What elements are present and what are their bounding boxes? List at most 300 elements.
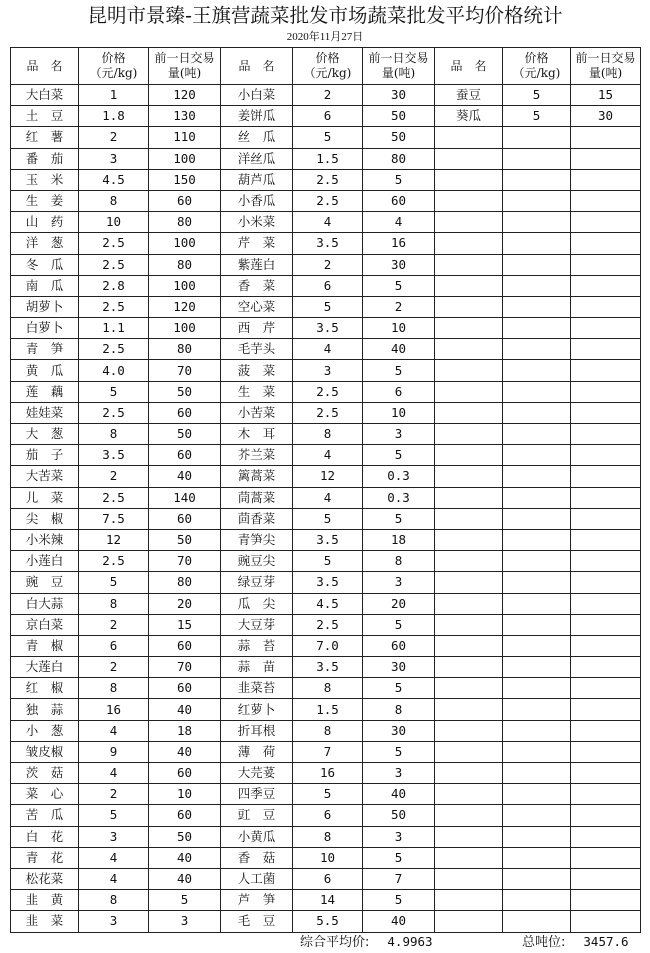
price-table <box>10 47 641 933</box>
cell-volume-3 <box>571 339 641 360</box>
cell-volume-1: 110 <box>149 127 221 148</box>
cell-volume-2: 8 <box>363 699 435 720</box>
table-row <box>11 466 641 487</box>
cell-price-2: 8 <box>293 424 363 445</box>
cell-volume-2: 60 <box>363 190 435 211</box>
table-row <box>11 720 641 741</box>
cell-price-1: 9 <box>79 741 149 762</box>
cell-name-2: 篱蒿菜 <box>221 466 293 487</box>
cell-volume-3: 15 <box>571 85 641 106</box>
cell-price-3 <box>503 635 571 656</box>
cell-price-1: 2.5 <box>79 402 149 423</box>
cell-name-2: 姜饼瓜 <box>221 106 293 127</box>
table-body <box>11 85 641 933</box>
header-price-2: 价格（元/kg) <box>293 48 363 85</box>
cell-volume-3 <box>571 233 641 254</box>
cell-price-1: 2 <box>79 784 149 805</box>
cell-price-1: 12 <box>79 529 149 550</box>
cell-volume-2: 3 <box>363 763 435 784</box>
cell-price-1: 2.8 <box>79 275 149 296</box>
cell-price-3 <box>503 360 571 381</box>
cell-volume-3 <box>571 445 641 466</box>
table-row <box>11 593 641 614</box>
cell-volume-1: 10 <box>149 784 221 805</box>
cell-price-3 <box>503 169 571 190</box>
cell-name-1: 青 椒 <box>11 635 79 656</box>
table-row <box>11 148 641 169</box>
cell-price-2: 3.5 <box>293 529 363 550</box>
cell-name-3 <box>435 678 503 699</box>
cell-name-3 <box>435 275 503 296</box>
cell-price-1: 8 <box>79 190 149 211</box>
cell-price-1: 4 <box>79 847 149 868</box>
cell-name-1: 松花菜 <box>11 868 79 889</box>
cell-price-2: 3.5 <box>293 318 363 339</box>
cell-price-3 <box>503 339 571 360</box>
table-row <box>11 784 641 805</box>
cell-name-3 <box>435 254 503 275</box>
cell-name-1: 京白菜 <box>11 614 79 635</box>
cell-price-2: 5 <box>293 508 363 529</box>
table-row <box>11 508 641 529</box>
cell-price-3 <box>503 678 571 699</box>
cell-price-3 <box>503 445 571 466</box>
cell-name-2: 豌豆尖 <box>221 551 293 572</box>
cell-name-1: 韭 黄 <box>11 890 79 911</box>
cell-name-2: 大芫荽 <box>221 763 293 784</box>
cell-name-1: 小莲白 <box>11 551 79 572</box>
cell-volume-2: 10 <box>363 402 435 423</box>
cell-price-2: 2 <box>293 254 363 275</box>
cell-volume-1: 80 <box>149 212 221 233</box>
cell-price-3: 5 <box>503 106 571 127</box>
cell-name-1: 山 药 <box>11 212 79 233</box>
cell-price-1: 2.5 <box>79 233 149 254</box>
cell-volume-2: 30 <box>363 657 435 678</box>
cell-price-2: 4 <box>293 487 363 508</box>
cell-name-1: 玉 米 <box>11 169 79 190</box>
cell-name-1: 大苦菜 <box>11 466 79 487</box>
cell-price-3 <box>503 699 571 720</box>
cell-volume-1: 18 <box>149 720 221 741</box>
cell-price-3 <box>503 381 571 402</box>
cell-volume-1: 20 <box>149 593 221 614</box>
cell-volume-1: 100 <box>149 318 221 339</box>
cell-name-2: 绿豆芽 <box>221 572 293 593</box>
cell-volume-3 <box>571 148 641 169</box>
cell-name-3 <box>435 890 503 911</box>
cell-name-3 <box>435 339 503 360</box>
cell-name-1: 大白菜 <box>11 85 79 106</box>
cell-price-3 <box>503 826 571 847</box>
cell-volume-3 <box>571 720 641 741</box>
cell-name-1: 娃娃菜 <box>11 402 79 423</box>
cell-name-2: 洋丝瓜 <box>221 148 293 169</box>
table-row <box>11 254 641 275</box>
cell-name-2: 香 菇 <box>221 847 293 868</box>
cell-price-3 <box>503 784 571 805</box>
cell-name-3 <box>435 487 503 508</box>
cell-price-1: 8 <box>79 890 149 911</box>
cell-name-3 <box>435 233 503 254</box>
cell-price-1: 4.5 <box>79 169 149 190</box>
table-row <box>11 657 641 678</box>
cell-volume-1: 100 <box>149 233 221 254</box>
cell-name-1: 茄 子 <box>11 445 79 466</box>
header-price-1: 价格（元/kg) <box>79 48 149 85</box>
cell-price-3 <box>503 593 571 614</box>
total-tonnage-label: 总吨位: <box>522 935 566 950</box>
table-row <box>11 360 641 381</box>
cell-price-2: 5 <box>293 551 363 572</box>
cell-volume-1: 60 <box>149 763 221 784</box>
cell-name-3 <box>435 805 503 826</box>
cell-price-1: 4 <box>79 763 149 784</box>
table-row <box>11 190 641 211</box>
cell-name-2: 木 耳 <box>221 424 293 445</box>
cell-volume-1: 15 <box>149 614 221 635</box>
table-row <box>11 127 641 148</box>
cell-name-1: 苦 瓜 <box>11 805 79 826</box>
cell-price-3 <box>503 275 571 296</box>
cell-price-2: 6 <box>293 868 363 889</box>
cell-name-3 <box>435 784 503 805</box>
cell-price-2: 6 <box>293 106 363 127</box>
cell-name-2: 红萝卜 <box>221 699 293 720</box>
cell-volume-2: 5 <box>363 508 435 529</box>
cell-volume-2: 30 <box>363 254 435 275</box>
cell-price-2: 2 <box>293 85 363 106</box>
cell-price-2: 12 <box>293 466 363 487</box>
header-volume-3: 前一日交易量(吨) <box>571 48 641 85</box>
cell-volume-3 <box>571 487 641 508</box>
cell-price-2: 2.5 <box>293 614 363 635</box>
header-price-3: 价格（元/kg) <box>503 48 571 85</box>
cell-volume-1: 50 <box>149 826 221 847</box>
cell-name-2: 韭菜苔 <box>221 678 293 699</box>
cell-price-2: 5 <box>293 127 363 148</box>
cell-volume-2: 5 <box>363 360 435 381</box>
table-row <box>11 890 641 911</box>
table-row <box>11 635 641 656</box>
cell-name-1: 南 瓜 <box>11 275 79 296</box>
cell-name-1: 红 薯 <box>11 127 79 148</box>
cell-volume-1: 3 <box>149 911 221 932</box>
cell-name-2: 芹 菜 <box>221 233 293 254</box>
table-row <box>11 614 641 635</box>
cell-price-2: 7.0 <box>293 635 363 656</box>
cell-price-2: 2.5 <box>293 169 363 190</box>
cell-name-3 <box>435 402 503 423</box>
cell-price-1: 5 <box>79 572 149 593</box>
cell-price-3 <box>503 190 571 211</box>
cell-volume-2: 3 <box>363 572 435 593</box>
header-volume-2: 前一日交易量(吨) <box>363 48 435 85</box>
cell-price-1: 2 <box>79 614 149 635</box>
cell-volume-3 <box>571 275 641 296</box>
cell-name-2: 丝 瓜 <box>221 127 293 148</box>
cell-price-1: 4 <box>79 868 149 889</box>
cell-volume-2: 0.3 <box>363 466 435 487</box>
cell-name-1: 小 葱 <box>11 720 79 741</box>
table-row <box>11 805 641 826</box>
cell-name-1: 菜 心 <box>11 784 79 805</box>
cell-price-2: 5.5 <box>293 911 363 932</box>
cell-volume-3 <box>571 868 641 889</box>
cell-name-1: 白大蒜 <box>11 593 79 614</box>
cell-name-3 <box>435 148 503 169</box>
table-row <box>11 868 641 889</box>
cell-volume-2: 5 <box>363 741 435 762</box>
cell-name-2: 薄 荷 <box>221 741 293 762</box>
cell-price-3 <box>503 127 571 148</box>
cell-price-1: 8 <box>79 424 149 445</box>
cell-volume-1: 80 <box>149 254 221 275</box>
cell-price-3 <box>503 847 571 868</box>
cell-volume-2: 5 <box>363 445 435 466</box>
cell-name-1: 黄 瓜 <box>11 360 79 381</box>
cell-price-3 <box>503 402 571 423</box>
table-row <box>11 381 641 402</box>
cell-price-1: 7.5 <box>79 508 149 529</box>
cell-price-1: 3.5 <box>79 445 149 466</box>
cell-volume-1: 60 <box>149 678 221 699</box>
cell-volume-3 <box>571 572 641 593</box>
cell-price-3 <box>503 763 571 784</box>
cell-price-2: 5 <box>293 296 363 317</box>
cell-price-3 <box>503 212 571 233</box>
cell-name-2: 西 芹 <box>221 318 293 339</box>
cell-price-1: 2 <box>79 127 149 148</box>
cell-price-2: 1.5 <box>293 699 363 720</box>
cell-volume-1: 60 <box>149 190 221 211</box>
cell-volume-2: 18 <box>363 529 435 550</box>
table-row <box>11 169 641 190</box>
cell-price-2: 3.5 <box>293 657 363 678</box>
cell-name-3 <box>435 657 503 678</box>
table-row <box>11 826 641 847</box>
cell-name-1: 番 茄 <box>11 148 79 169</box>
cell-volume-2: 80 <box>363 148 435 169</box>
cell-name-3 <box>435 826 503 847</box>
cell-price-3 <box>503 508 571 529</box>
cell-volume-2: 7 <box>363 868 435 889</box>
table-row <box>11 296 641 317</box>
cell-volume-1: 120 <box>149 296 221 317</box>
cell-volume-3 <box>571 424 641 445</box>
cell-volume-1: 80 <box>149 572 221 593</box>
table-row <box>11 699 641 720</box>
cell-price-1: 1 <box>79 85 149 106</box>
cell-name-3 <box>435 847 503 868</box>
cell-volume-2: 50 <box>363 127 435 148</box>
cell-volume-3 <box>571 678 641 699</box>
cell-price-1: 4.0 <box>79 360 149 381</box>
table-row <box>11 233 641 254</box>
cell-volume-2: 50 <box>363 805 435 826</box>
cell-volume-1: 60 <box>149 445 221 466</box>
cell-name-2: 葫芦瓜 <box>221 169 293 190</box>
cell-name-1: 小米辣 <box>11 529 79 550</box>
cell-price-2: 3.5 <box>293 572 363 593</box>
cell-price-1: 1.1 <box>79 318 149 339</box>
header-volume-1: 前一日交易量(吨) <box>149 48 221 85</box>
cell-volume-3 <box>571 551 641 572</box>
cell-volume-3 <box>571 657 641 678</box>
cell-name-3 <box>435 529 503 550</box>
cell-volume-2: 5 <box>363 678 435 699</box>
cell-price-2: 8 <box>293 720 363 741</box>
cell-volume-3 <box>571 508 641 529</box>
cell-price-2: 5 <box>293 784 363 805</box>
cell-volume-3 <box>571 826 641 847</box>
cell-name-1: 青 笋 <box>11 339 79 360</box>
cell-volume-2: 8 <box>363 551 435 572</box>
cell-volume-2: 3 <box>363 826 435 847</box>
cell-price-3 <box>503 318 571 339</box>
cell-volume-2: 5 <box>363 275 435 296</box>
cell-name-3 <box>435 763 503 784</box>
cell-name-2: 茴香菜 <box>221 508 293 529</box>
header-name-1: 品 名 <box>11 48 79 85</box>
cell-name-1: 莲 藕 <box>11 381 79 402</box>
cell-price-3 <box>503 466 571 487</box>
table-row <box>11 106 641 127</box>
cell-price-3 <box>503 657 571 678</box>
cell-volume-1: 40 <box>149 699 221 720</box>
cell-volume-3 <box>571 381 641 402</box>
cell-price-1: 1.8 <box>79 106 149 127</box>
cell-name-3 <box>435 190 503 211</box>
cell-volume-2: 60 <box>363 635 435 656</box>
cell-volume-3 <box>571 614 641 635</box>
cell-name-2: 蒜 苔 <box>221 635 293 656</box>
cell-price-2: 2.5 <box>293 402 363 423</box>
cell-volume-1: 40 <box>149 741 221 762</box>
cell-name-1: 生 姜 <box>11 190 79 211</box>
cell-name-1: 白 花 <box>11 826 79 847</box>
cell-name-3 <box>435 360 503 381</box>
cell-name-1: 茨 菇 <box>11 763 79 784</box>
cell-volume-1: 50 <box>149 424 221 445</box>
cell-price-3 <box>503 868 571 889</box>
cell-price-3 <box>503 614 571 635</box>
cell-name-1: 冬 瓜 <box>11 254 79 275</box>
cell-price-2: 2.5 <box>293 190 363 211</box>
cell-volume-3 <box>571 890 641 911</box>
cell-name-1: 儿 菜 <box>11 487 79 508</box>
table-row <box>11 339 641 360</box>
cell-volume-2: 3 <box>363 424 435 445</box>
table-row <box>11 911 641 932</box>
cell-volume-3 <box>571 212 641 233</box>
table-row <box>11 275 641 296</box>
cell-volume-1: 100 <box>149 148 221 169</box>
cell-name-3 <box>435 296 503 317</box>
cell-volume-1: 70 <box>149 657 221 678</box>
cell-name-3: 蚕豆 <box>435 85 503 106</box>
cell-price-2: 8 <box>293 826 363 847</box>
cell-price-3 <box>503 148 571 169</box>
cell-volume-3 <box>571 805 641 826</box>
cell-volume-1: 70 <box>149 360 221 381</box>
total-tonnage-value: 3457.6 <box>583 934 629 949</box>
cell-name-3 <box>435 741 503 762</box>
cell-volume-3 <box>571 127 641 148</box>
average-price-value: 4.9963 <box>387 934 433 949</box>
cell-volume-2: 6 <box>363 381 435 402</box>
cell-volume-1: 150 <box>149 169 221 190</box>
cell-name-1: 韭 菜 <box>11 911 79 932</box>
cell-volume-2: 40 <box>363 784 435 805</box>
header-name-2: 品 名 <box>221 48 293 85</box>
cell-volume-3 <box>571 784 641 805</box>
cell-name-2: 青笋尖 <box>221 529 293 550</box>
cell-name-2: 人工菌 <box>221 868 293 889</box>
cell-volume-3 <box>571 318 641 339</box>
table-row <box>11 678 641 699</box>
report-date: 2020年11月27日 <box>286 31 364 43</box>
cell-price-3 <box>503 424 571 445</box>
cell-name-3 <box>435 572 503 593</box>
cell-volume-2: 20 <box>363 593 435 614</box>
cell-price-2: 4 <box>293 212 363 233</box>
cell-name-2: 四季豆 <box>221 784 293 805</box>
table-row <box>11 424 641 445</box>
cell-volume-1: 5 <box>149 890 221 911</box>
cell-volume-3 <box>571 190 641 211</box>
cell-name-3 <box>435 212 503 233</box>
cell-price-3 <box>503 487 571 508</box>
cell-volume-1: 60 <box>149 508 221 529</box>
cell-volume-2: 50 <box>363 106 435 127</box>
average-price-label: 综合平均价: <box>300 935 370 950</box>
cell-volume-1: 100 <box>149 275 221 296</box>
cell-name-3: 葵瓜 <box>435 106 503 127</box>
cell-price-3 <box>503 529 571 550</box>
cell-name-2: 茼蒿菜 <box>221 487 293 508</box>
cell-name-1: 土 豆 <box>11 106 79 127</box>
cell-volume-2: 10 <box>363 318 435 339</box>
cell-volume-3 <box>571 593 641 614</box>
header-name-3: 品 名 <box>435 48 503 85</box>
cell-name-2: 毛 豆 <box>221 911 293 932</box>
cell-volume-3 <box>571 763 641 784</box>
cell-name-2: 香 菜 <box>221 275 293 296</box>
cell-price-1: 8 <box>79 593 149 614</box>
cell-volume-2: 4 <box>363 212 435 233</box>
table-row <box>11 402 641 423</box>
cell-volume-3 <box>571 360 641 381</box>
cell-price-2: 4.5 <box>293 593 363 614</box>
table-row <box>11 741 641 762</box>
cell-price-3 <box>503 720 571 741</box>
cell-price-1: 8 <box>79 678 149 699</box>
cell-volume-1: 60 <box>149 635 221 656</box>
cell-name-3 <box>435 868 503 889</box>
cell-name-2: 小米菜 <box>221 212 293 233</box>
cell-price-2: 8 <box>293 678 363 699</box>
cell-price-3 <box>503 741 571 762</box>
cell-name-3 <box>435 508 503 529</box>
cell-name-2: 小香瓜 <box>221 190 293 211</box>
average-price-summary <box>300 934 433 950</box>
cell-volume-3 <box>571 635 641 656</box>
cell-name-3 <box>435 635 503 656</box>
cell-name-3 <box>435 445 503 466</box>
cell-volume-3 <box>571 741 641 762</box>
cell-price-1: 3 <box>79 148 149 169</box>
